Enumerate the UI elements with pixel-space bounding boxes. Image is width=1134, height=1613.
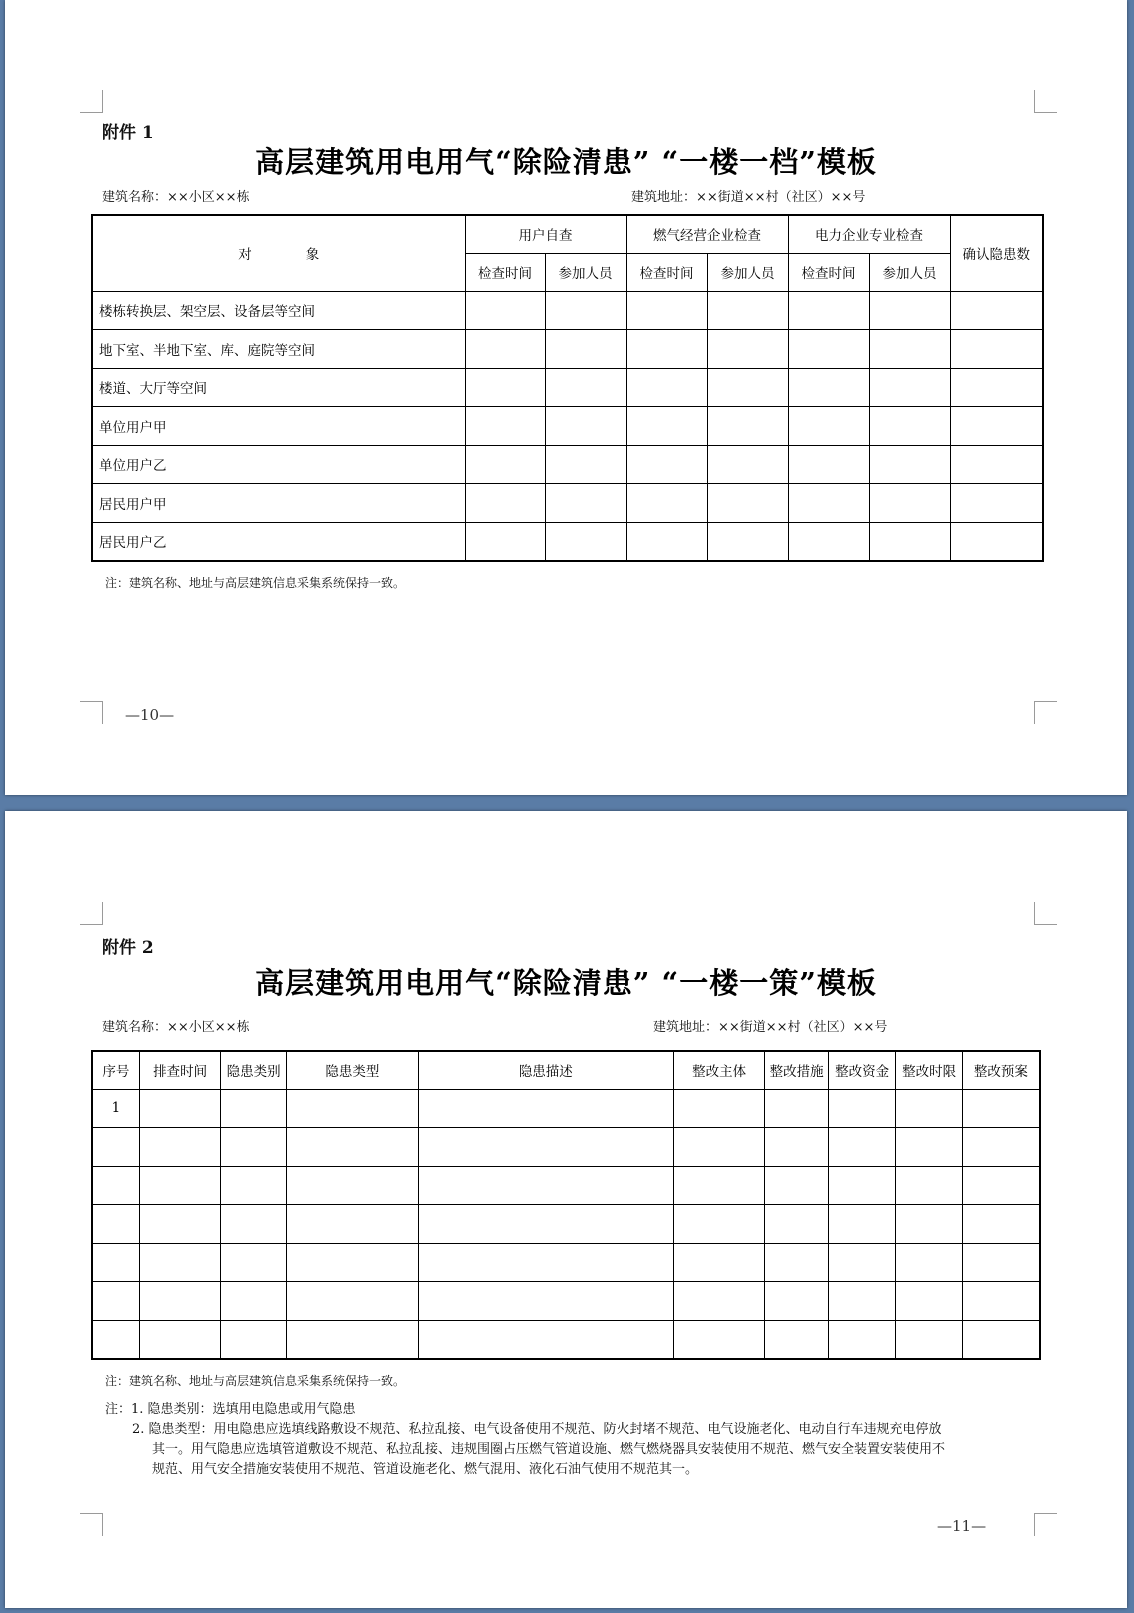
table-row [92, 291, 1043, 330]
table-row [92, 1320, 1040, 1359]
building-address: 建筑地址：××街道××村（社区）××号 [631, 190, 866, 205]
header-object: 对 象 [92, 215, 465, 291]
row-label: 单位用户乙 [92, 445, 465, 484]
header-rectification-measures: 整改措施 [765, 1051, 828, 1089]
header-power-company-check: 电力企业专业检查 [788, 215, 950, 253]
table-row [92, 1166, 1040, 1205]
crop-mark-top-right [1034, 90, 1057, 113]
table-note: 注：建筑名称、地址与高层建筑信息采集系统保持一致。 [105, 576, 406, 590]
header-participants: 参加人员 [869, 253, 950, 291]
footnote-line-2: 2. 隐患类型：用电隐患应选填线路敷设不规范、私拉乱接、电气设备使用不规范、防火封堵不规范、电气设施老化、电动自行车违规充电停放 [132, 1422, 942, 1437]
footnote-block [105, 1400, 945, 1480]
table-row [92, 1243, 1040, 1282]
header-participants: 参加人员 [707, 253, 788, 291]
header-rectification-party: 整改主体 [673, 1051, 765, 1089]
header-check-time: 检查时间 [626, 253, 707, 291]
table-row [92, 1089, 1040, 1128]
row-index: 1 [92, 1089, 139, 1128]
crop-mark-bottom-right [1034, 1513, 1057, 1536]
table-row [92, 522, 1043, 561]
header-hazard-category: 隐患类别 [221, 1051, 286, 1089]
row-label: 居民用户乙 [92, 522, 465, 561]
header-index: 序号 [92, 1051, 139, 1089]
header-gas-company-check: 燃气经营企业检查 [626, 215, 788, 253]
header-rectification-funds: 整改资金 [828, 1051, 895, 1089]
attachment-label: 附件 2 [102, 938, 154, 958]
row-label: 地下室、半地下室、库、庭院等空间 [92, 330, 465, 369]
table-row [92, 368, 1043, 407]
table-row [92, 1205, 1040, 1244]
building-address: 建筑地址：××街道××村（社区）××号 [653, 1020, 888, 1035]
policy-table [91, 1050, 1041, 1360]
page-title: 高层建筑用电用气“除险清患” “一楼一策”模板 [255, 966, 877, 1000]
crop-mark-top-left [80, 90, 103, 113]
page-number: —10— [125, 706, 175, 724]
table-row [92, 1128, 1040, 1167]
header-rectification-plan: 整改预案 [962, 1051, 1040, 1089]
crop-mark-top-left [80, 902, 103, 925]
building-name: 建筑名称：××小区××栋 [102, 190, 250, 205]
crop-mark-bottom-right [1034, 701, 1057, 724]
crop-mark-bottom-left [80, 701, 103, 724]
table-row [92, 330, 1043, 369]
header-hazard-description: 隐患描述 [418, 1051, 673, 1089]
table-row [92, 407, 1043, 446]
header-check-time: 检查时间 [465, 253, 545, 291]
header-participants: 参加人员 [545, 253, 626, 291]
table-row [92, 445, 1043, 484]
row-label: 单位用户甲 [92, 407, 465, 446]
page-title: 高层建筑用电用气“除险清患” “一楼一档”模板 [255, 145, 877, 179]
page-number: —11— [937, 1517, 987, 1535]
archive-table [91, 214, 1044, 562]
document-page-2 [5, 811, 1127, 1608]
row-label: 居民用户甲 [92, 484, 465, 523]
row-label: 楼道、大厅等空间 [92, 368, 465, 407]
building-name: 建筑名称：××小区××栋 [102, 1020, 250, 1035]
header-user-self-check: 用户自查 [465, 215, 626, 253]
footnote-line-3: 其一。用气隐患应选填管道敷设不规范、私拉乱接、违规围圈占压燃气管道设施、燃气燃烧器具安装使用不规范、燃气安全装置安装使用不 [152, 1442, 946, 1457]
header-hazard-type: 隐患类型 [286, 1051, 418, 1089]
table-row [92, 484, 1043, 523]
header-rectification-deadline: 整改时限 [896, 1051, 962, 1089]
attachment-label: 附件 1 [102, 123, 154, 143]
row-label: 楼栋转换层、架空层、设备层等空间 [92, 291, 465, 330]
crop-mark-bottom-left [80, 1513, 103, 1536]
footnote-line-4: 规范、用气安全措施安装使用不规范、管道设施老化、燃气混用、液化石油气使用不规范其一。 [152, 1462, 699, 1477]
table-row [92, 1282, 1040, 1321]
crop-mark-top-right [1034, 902, 1057, 925]
document-page-1 [5, 0, 1127, 795]
footnote-line-1: 注：1. 隐患类别：选填用电隐患或用气隐患 [105, 1402, 356, 1417]
header-check-time: 检查时间 [788, 253, 869, 291]
header-inspection-time: 排查时间 [139, 1051, 221, 1089]
header-confirmed-hazards: 确认隐患数 [950, 215, 1043, 291]
table-note: 注：建筑名称、地址与高层建筑信息采集系统保持一致。 [105, 1374, 406, 1388]
